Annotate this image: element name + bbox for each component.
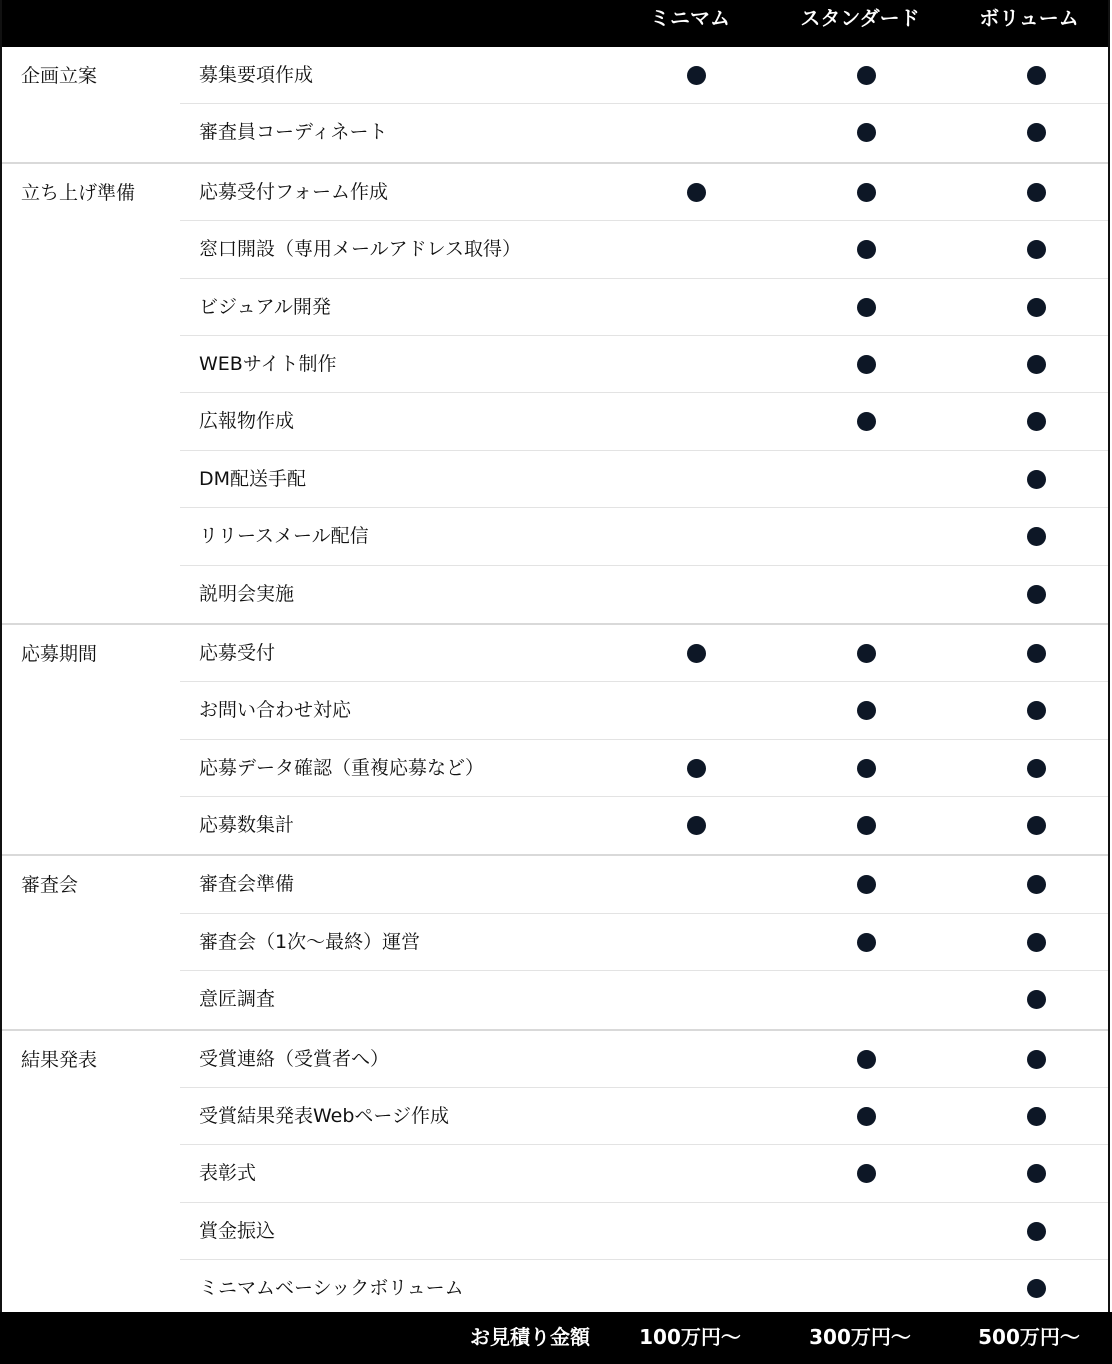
task-label: 窓口開設（専用メールアドレス取得）: [199, 238, 522, 261]
task-label: お問い合わせ対応: [199, 699, 352, 722]
task-rows: [180, 625, 1108, 855]
task-label: 応募数集計: [199, 814, 295, 837]
filled-circle-icon: [1027, 66, 1046, 85]
task-rows: [180, 47, 1108, 162]
table-row: [180, 971, 1108, 1028]
task-rows: [180, 856, 1108, 1028]
filled-circle-icon: [857, 933, 876, 952]
price-footer: [0, 1312, 1112, 1364]
table-row: [180, 1203, 1108, 1260]
filled-circle-icon: [1027, 527, 1046, 546]
column-header-minimum: ミニマム: [650, 6, 730, 30]
task-label: 審査会準備: [199, 873, 295, 896]
task-rows: [180, 164, 1108, 623]
table-row: [180, 1088, 1108, 1145]
filled-circle-icon: [687, 66, 706, 85]
filled-circle-icon: [857, 66, 876, 85]
filled-circle-icon: [1027, 412, 1046, 431]
filled-circle-icon: [687, 816, 706, 835]
table-row: [180, 393, 1108, 450]
task-label: ビジュアル開発: [199, 295, 331, 318]
filled-circle-icon: [1027, 1050, 1046, 1069]
phase-group: [2, 47, 1108, 164]
task-label: 表彰式: [199, 1162, 257, 1185]
table-row: [180, 451, 1108, 508]
table-row: [180, 914, 1108, 971]
filled-circle-icon: [1027, 355, 1046, 374]
filled-circle-icon: [1027, 933, 1046, 952]
filled-circle-icon: [857, 240, 876, 259]
price-label: お見積り金額: [470, 1325, 590, 1349]
filled-circle-icon: [1027, 1164, 1046, 1183]
phase-group: [2, 625, 1108, 857]
phase-group: [2, 1031, 1108, 1318]
table-row: [180, 1145, 1108, 1202]
phase-label: 結果発表: [21, 1048, 98, 1071]
filled-circle-icon: [1027, 990, 1046, 1009]
table-row: [180, 797, 1108, 854]
task-label: 説明会実施: [199, 582, 295, 605]
phase-label: 立ち上げ準備: [21, 181, 136, 204]
filled-circle-icon: [1027, 585, 1046, 604]
filled-circle-icon: [1027, 816, 1046, 835]
filled-circle-icon: [857, 123, 876, 142]
phase-label: 審査会: [21, 874, 79, 897]
filled-circle-icon: [1027, 1279, 1046, 1298]
filled-circle-icon: [857, 355, 876, 374]
filled-circle-icon: [687, 759, 706, 778]
filled-circle-icon: [1027, 183, 1046, 202]
phase-group: [2, 164, 1108, 625]
filled-circle-icon: [857, 1050, 876, 1069]
table-row: [180, 740, 1108, 797]
table-row: [180, 336, 1108, 393]
task-label: リリースメール配信: [199, 525, 369, 548]
table-row: [180, 508, 1108, 565]
filled-circle-icon: [1027, 644, 1046, 663]
task-label: 広報物作成: [199, 410, 295, 433]
task-rows: [180, 1031, 1108, 1318]
filled-circle-icon: [1027, 298, 1046, 317]
filled-circle-icon: [1027, 759, 1046, 778]
filled-circle-icon: [857, 759, 876, 778]
task-label: ミニマムベーシックボリューム: [199, 1277, 464, 1300]
filled-circle-icon: [857, 1164, 876, 1183]
table-row: [180, 566, 1108, 623]
task-label: 受賞結果発表Webページ作成: [199, 1105, 450, 1128]
filled-circle-icon: [857, 875, 876, 894]
filled-circle-icon: [1027, 1107, 1046, 1126]
column-header-standard: スタンダード: [800, 6, 920, 30]
table-row: [180, 164, 1108, 221]
table-row: [180, 279, 1108, 336]
filled-circle-icon: [857, 1107, 876, 1126]
filled-circle-icon: [1027, 1222, 1046, 1241]
table-row: [180, 1031, 1108, 1088]
phase-label: 応募期間: [21, 642, 98, 665]
filled-circle-icon: [857, 412, 876, 431]
filled-circle-icon: [857, 644, 876, 663]
filled-circle-icon: [1027, 123, 1046, 142]
task-label: 募集要項作成: [199, 64, 314, 86]
phase-group: [2, 856, 1108, 1030]
filled-circle-icon: [857, 298, 876, 317]
table-row: [180, 221, 1108, 278]
filled-circle-icon: [687, 644, 706, 663]
task-label: 応募受付フォーム作成: [199, 180, 389, 203]
table-header: [2, 0, 1108, 47]
task-label: 応募データ確認（重複応募など）: [199, 756, 485, 779]
table-row: [180, 47, 1108, 104]
filled-circle-icon: [1027, 240, 1046, 259]
filled-circle-icon: [1027, 701, 1046, 720]
task-label: 応募受付: [199, 641, 276, 664]
filled-circle-icon: [1027, 875, 1046, 894]
task-label: 受賞連絡（受賞者へ）: [199, 1047, 390, 1070]
price-minimum: 100万円〜: [639, 1325, 741, 1349]
filled-circle-icon: [857, 701, 876, 720]
task-label: 審査会（1次〜最終）運営: [199, 930, 421, 953]
task-label: WEBサイト制作: [199, 352, 337, 375]
column-header-volume: ボリューム: [979, 6, 1079, 30]
filled-circle-icon: [1027, 470, 1046, 489]
filled-circle-icon: [857, 183, 876, 202]
price-standard: 300万円〜: [809, 1325, 911, 1349]
price-volume: 500万円〜: [978, 1325, 1080, 1349]
task-label: 審査員コーディネート: [199, 121, 388, 144]
table-row: [180, 104, 1108, 161]
table-row: [180, 625, 1108, 682]
task-label: 賞金振込: [199, 1219, 276, 1242]
task-label: DM配送手配: [199, 467, 307, 490]
phase-label: 企画立案: [21, 65, 98, 87]
task-label: 意匠調査: [199, 988, 276, 1011]
filled-circle-icon: [857, 816, 876, 835]
table-row: [180, 1260, 1108, 1317]
table-row: [180, 856, 1108, 913]
table-body: [2, 47, 1108, 1318]
filled-circle-icon: [687, 183, 706, 202]
table-row: [180, 682, 1108, 739]
